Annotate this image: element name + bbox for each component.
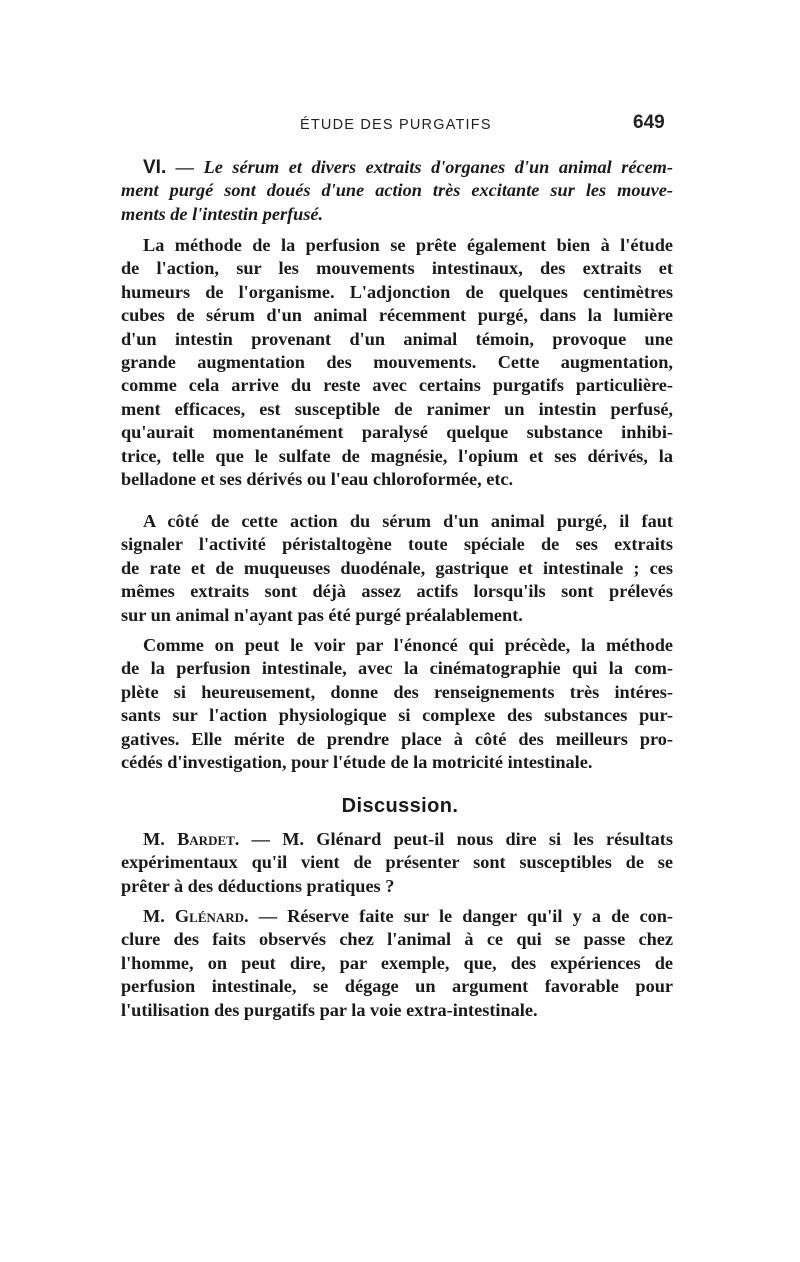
paragraph-line: perfusion intestinale, se dégage un argument favorable pour [121,976,673,997]
paragraph-line: clure des faits observés chez l'animal à ce qui se passe chez [121,929,673,950]
bardet-line-1 [121,828,673,851]
paragraph-perfusion-method [121,234,673,491]
section-vi-title-part-1: — Le sérum et divers extraits d'organes d'un animal récem- [175,157,673,177]
glenard-line-1 [121,905,673,928]
paragraph-line: de rate et de muqueuses duodénale, gastrique et intestinale ; ces [121,557,673,578]
paragraph-line: sants sur l'action physiologique si complexe des substances pur- [121,705,673,726]
paragraph-line: A côté de cette action du sérum d'un animal purgé, il faut [143,511,673,531]
running-title: ÉTUDE DES PURGATIFS [300,117,492,133]
paragraph-line: qu'aurait momentanément paralysé quelque substance inhibi- [121,422,673,443]
paragraph-line: sur un animal n'ayant pas été purgé préalablement. [121,604,523,625]
paragraph-line: trice, telle que le sulfate de magnésie, l'opium et ses dérivés, la [121,445,673,466]
section-vi-line-3: ments de l'intestin perfusé. [121,203,324,224]
bardet-text-start: — M. Glénard peut-il nous dire si les résultats [239,829,673,849]
paragraph-line: de l'action, sur les mouvements intestinaux, des extraits et [121,258,673,279]
section-number: VI. [143,157,167,178]
section-vi-line-1 [121,156,673,179]
paragraph-conclusion [121,634,673,774]
paragraph-line: La méthode de la perfusion se prête également bien à l'étude [143,235,673,255]
paragraph-line: l'utilisation des purgatifs par la voie extra-intestinale. [121,999,538,1020]
paragraph-line: mêmes extraits sont déjà assez actifs lorsqu'ils sont prélevés [121,581,673,602]
paragraph-line: gatives. Elle mérite de prendre place à côté des meilleurs pro- [121,728,673,749]
paragraph-line: l'homme, on peut dire, par exemple, que, des expériences de [121,952,673,973]
bardet-remark [121,828,673,898]
paragraph-line: cubes de sérum d'un animal récemment purgé, dans la lumière [121,305,673,326]
paragraph-line: grande augmentation des mouvements. Cette augmentation, [121,352,673,373]
paragraph-line: plète si heureusement, donne des renseignements très intéres- [121,681,673,702]
page-number: 649 [633,112,665,133]
paragraph-line: cédés d'investigation, pour l'étude de la motricité intestinale. [121,752,593,773]
paragraph-line: signaler l'activité péristaltogène toute spéciale de ses extraits [121,534,673,555]
section-vi-heading [121,156,673,226]
glenard-reply [121,905,673,1022]
paragraph-line: Comme on peut le voir par l'énoncé qui précède, la méthode [143,635,673,655]
paragraph-line: humeurs de l'organisme. L'adjonction de quelques centimètres [121,281,673,302]
discussion-heading: Discussion. [341,795,459,817]
paragraph-line: prêter à des déductions pratiques ? [121,875,395,896]
paragraph-serum-action [121,510,673,627]
paragraph-line: d'un intestin provenant d'un animal témoin, provoque une [121,328,673,349]
speaker-name: M. Glénard. [143,906,249,926]
paragraph-line: comme cela arrive du reste avec certains purgatifs particulière- [121,375,673,396]
glenard-text-start: — Réserve faite sur le danger qu'il y a de con- [248,906,673,926]
paragraph-line: expérimentaux qu'il vient de présenter sont susceptibles de se [121,852,673,873]
section-vi-line-2: ment purgé sont doués d'une action très excitante sur les mouve- [121,180,673,201]
speaker-name: M. Bardet. [143,829,240,849]
paragraph-line: de la perfusion intestinale, avec la cinématographie qui la com- [121,658,673,679]
paragraph-line: ment efficaces, est susceptible de ranimer un intestin perfusé, [121,398,673,419]
paragraph-line: belladone et ses dérivés ou l'eau chloroformée, etc. [121,469,514,490]
